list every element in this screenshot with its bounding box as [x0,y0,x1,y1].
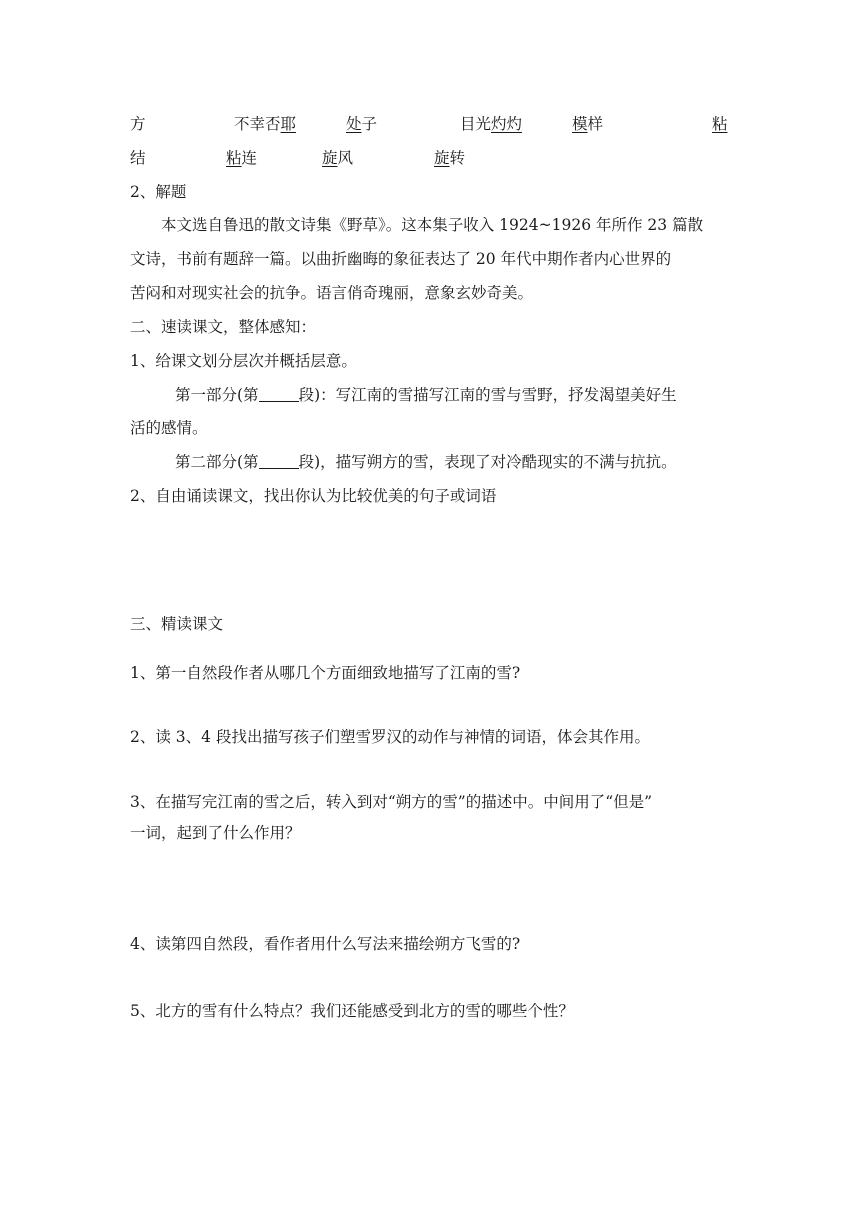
question: 5、北方的雪有什么特点？我们还能感受到北方的雪的哪些个性？ [130,1002,574,1020]
question: 4、读第四自然段，看作者用什么写法来描绘朔方飞雪的? [130,935,521,953]
part-one-line: 第一部分(第 段)：写江南的雪描写江南的雪与雪野，抒发渴望美好生 [175,386,677,404]
paragraph-line: 文诗，书前有题辞一篇。以曲折幽晦的象征表达了 20 年代中期作者内心世界的 [130,250,672,268]
vocab-item: 不幸否耶 [234,115,297,133]
section-heading-jieti: 2、解题 [130,183,187,201]
vocab-item: 旋转 [434,149,466,167]
paragraph-line: 活的感情。 [130,419,208,437]
paragraph-line: 苦闷和对现实社会的抗争。语言俏奇瑰丽，意象玄妙奇美。 [130,284,534,302]
vocab-item: 模样 [572,115,604,133]
vocab-item: 旋风 [322,149,354,167]
question: 3、在描写完江南的雪之后，转入到对“朔方的雪”的描述中。中间用了“但是” [130,793,653,811]
part-two-line: 第二部分(第 段)，描写朔方的雪，表现了对冷酷现实的不满与抗抗。 [175,453,677,471]
question: 2、读 3、4 段找出描写孩子们塑雪罗汉的动作与神情的词语，体会其作用。 [130,728,650,746]
vocab-item: 粘连 [226,149,258,167]
vocab-item: 粘 [712,115,728,133]
vocab-item: 处子 [346,115,378,133]
question: 一词，起到了什么作用？ [130,824,301,842]
vocab-item: 目光灼灼 [460,115,523,133]
vocab-item: 方 [130,115,146,133]
question: 2、自由诵读课文，找出你认为比较优美的句子或词语 [130,487,497,505]
question: 1、第一自然段作者从哪几个方面细致地描写了江南的雪? [130,664,521,682]
section-heading-sudu: 二、速读课文，整体感知： [130,318,317,336]
question: 1、给课文划分层次并概括层意。 [130,352,357,370]
fill-in-blank[interactable] [259,387,299,402]
fill-in-blank[interactable] [259,454,299,469]
paragraph-line: 本文选自鲁迅的散文诗集《野草》。这本集子收入 1924~1926 年所作 23 篇散 [161,216,704,234]
vocab-item: 结 [130,149,146,167]
section-heading-jingdu: 三、精读课文 [130,615,224,633]
